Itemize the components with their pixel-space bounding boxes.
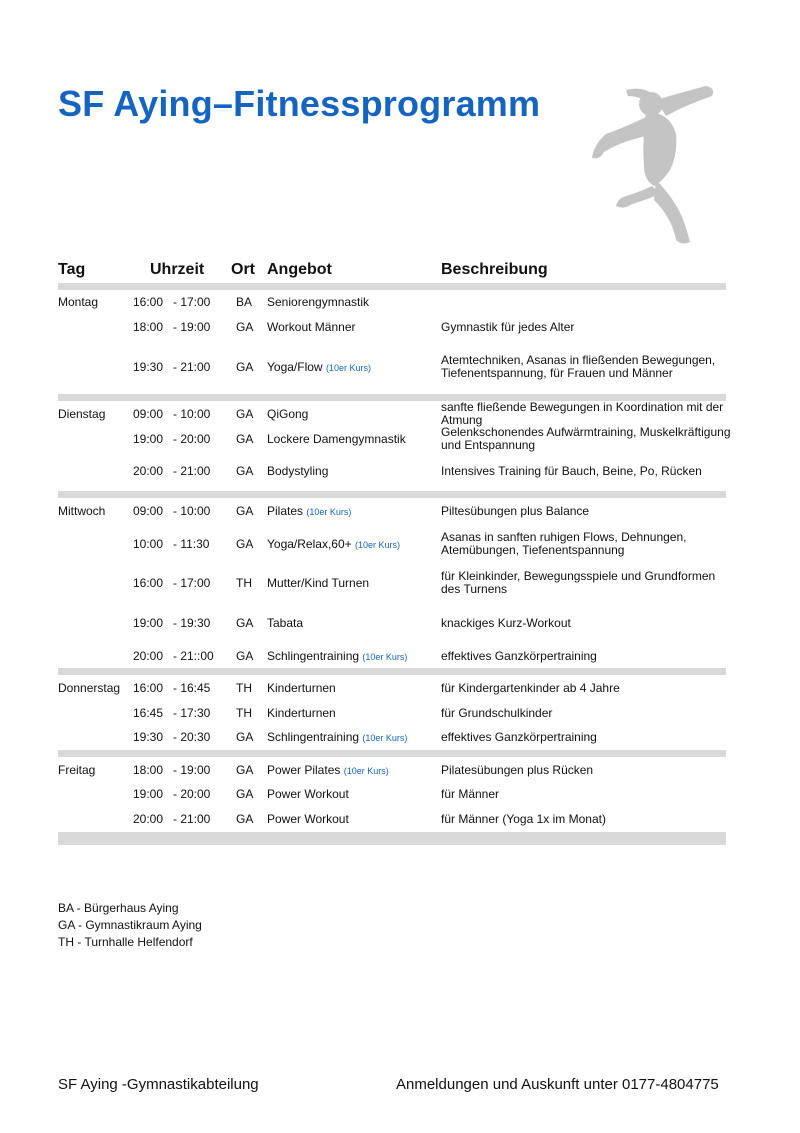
location-code: GA	[236, 320, 254, 334]
course-note: (10er Kurs)	[325, 363, 371, 373]
end-time: - 19:00	[173, 320, 211, 334]
legend-item: TH - Turnhalle Helfendorf	[58, 935, 193, 949]
end-time: - 11:30	[173, 537, 210, 551]
end-time: - 21:00	[173, 812, 211, 826]
location-code: GA	[236, 464, 254, 478]
description: effektives Ganzkörpertraining	[441, 648, 597, 663]
description: Intensives Training für Bauch, Beine, Po, Rücken	[441, 463, 702, 478]
description: effektives Ganzkörpertraining	[441, 729, 597, 744]
description: für Männer (Yoga 1x im Monat)	[441, 811, 606, 826]
location-code: TH	[236, 576, 252, 590]
offer-title: Mutter/Kind Turnen	[267, 576, 370, 590]
offer-name	[267, 538, 400, 552]
end-time: - 19:00	[173, 763, 211, 777]
offer-title: Power Pilates	[267, 763, 341, 777]
offer-title: Workout Männer	[267, 320, 356, 334]
description: Pilatesübungen plus Rücken	[441, 762, 594, 777]
end-time: - 20:00	[173, 432, 211, 446]
offer-name	[267, 682, 336, 695]
end-time: - 20:00	[173, 787, 211, 801]
end-time: - 17:30	[173, 706, 211, 720]
offer-name	[267, 296, 369, 309]
start-time: 09:00	[133, 407, 164, 421]
footer-right: Anmeldungen und Auskunft unter 0177-4804775	[396, 1076, 719, 1093]
offer-title: Power Workout	[267, 812, 349, 826]
day-label: Mittwoch	[58, 504, 106, 518]
start-time: 16:00	[133, 295, 164, 309]
offer-name	[267, 813, 349, 826]
location-code: GA	[236, 787, 254, 801]
end-time: - 16:45	[173, 681, 211, 695]
start-time: 18:00	[133, 320, 164, 334]
course-note: (10er Kurs)	[343, 766, 389, 776]
offer-title: Pilates	[267, 504, 304, 518]
section-divider	[58, 491, 726, 498]
offer-title: Yoga/Relax,60+	[267, 537, 352, 551]
offer-name	[267, 764, 389, 778]
offer-name	[267, 617, 303, 630]
start-time: 19:00	[133, 616, 164, 630]
course-note: (10er Kurs)	[354, 540, 400, 550]
offer-title: Lockere Damengymnastik	[267, 432, 406, 446]
offer-name	[267, 505, 351, 519]
start-time: 20:00	[133, 649, 164, 663]
location-code: GA	[236, 616, 254, 630]
legend-item: GA - Gymnastikraum Aying	[58, 918, 202, 932]
end-time: - 10:00	[173, 504, 211, 518]
start-time: 16:00	[133, 576, 164, 590]
offer-title: Yoga/Flow	[267, 360, 323, 374]
offer-name	[267, 408, 308, 421]
day-label: Freitag	[58, 763, 96, 777]
description: für Grundschulkinder	[441, 705, 553, 720]
end-time: - 17:00	[173, 576, 211, 590]
start-time: 18:00	[133, 763, 164, 777]
offer-title: QiGong	[267, 407, 309, 421]
offer-title: Schlingentraining	[267, 649, 360, 663]
end-time: - 20:30	[173, 730, 211, 744]
offer-name	[267, 361, 371, 375]
day-label: Montag	[58, 295, 99, 309]
start-time: 19:00	[133, 787, 164, 801]
location-code: TH	[236, 706, 252, 720]
location-code: GA	[236, 407, 254, 421]
col-header-ort: Ort	[231, 261, 255, 278]
start-time: 20:00	[133, 464, 164, 478]
section-divider	[58, 283, 726, 290]
offer-name	[267, 433, 406, 446]
description: Asanas in sanften ruhigen Flows, Dehnungen, Atemübungen, Tiefenentspannung	[441, 530, 687, 557]
offer-title: Bodystyling	[267, 464, 329, 478]
start-time: 09:00	[133, 504, 164, 518]
end-time: - 10:00	[173, 407, 211, 421]
location-code: TH	[236, 681, 252, 695]
description: für Kleinkinder, Bewegungsspiele und Grundformen des Turnens	[441, 569, 716, 596]
location-code: GA	[236, 360, 254, 374]
offer-name	[267, 707, 336, 720]
start-time: 16:00	[133, 681, 164, 695]
offer-title: Power Workout	[267, 787, 349, 801]
section-divider	[58, 668, 726, 675]
location-code: GA	[236, 763, 254, 777]
col-header-angebot: Angebot	[267, 261, 332, 278]
offer-title: Tabata	[267, 616, 304, 630]
location-legend	[58, 900, 202, 951]
day-label: Donnerstag	[58, 681, 121, 695]
description: knackiges Kurz-Workout	[441, 615, 571, 630]
end-time: - 17:00	[173, 295, 211, 309]
description: Gelenkschonendes Aufwärmtraining, Muskelkräftigung und Entspannung	[441, 425, 731, 452]
description: Gymnastik für jedes Alter	[441, 319, 575, 334]
location-code: GA	[236, 649, 254, 663]
offer-title: Kinderturnen	[267, 681, 336, 695]
start-time: 10:00	[133, 537, 164, 551]
end-time: - 21:00	[173, 464, 211, 478]
start-time: 16:45	[133, 706, 164, 720]
offer-title: Seniorengymnastik	[267, 295, 370, 309]
location-code: GA	[236, 504, 254, 518]
description: für Kindergartenkinder ab 4 Jahre	[441, 680, 620, 695]
description: Piltesübungen plus Balance	[441, 503, 590, 518]
col-header-beschreibung: Beschreibung	[441, 261, 548, 278]
description: sanfte fließende Bewegungen in Koordination mit der Atmung	[441, 400, 724, 427]
offer-title: Kinderturnen	[267, 706, 336, 720]
offer-name	[267, 465, 328, 478]
end-time: - 21:00	[173, 360, 211, 374]
location-code: GA	[236, 537, 254, 551]
end-time: - 19:30	[173, 616, 211, 630]
location-code: GA	[236, 812, 254, 826]
offer-name	[267, 650, 407, 664]
section-divider	[58, 832, 726, 845]
start-time: 20:00	[133, 812, 164, 826]
course-note: (10er Kurs)	[362, 733, 408, 743]
offer-name	[267, 321, 355, 334]
end-time: - 21::00	[173, 649, 214, 663]
footer-left: SF Aying -Gymnastikabteilung	[58, 1076, 259, 1093]
day-label: Dienstag	[58, 407, 106, 421]
dancer-silhouette-icon	[588, 82, 723, 247]
location-code: GA	[236, 730, 254, 744]
col-header-uhrzeit: Uhrzeit	[150, 261, 205, 278]
legend-item: BA - Bürgerhaus Aying	[58, 901, 179, 915]
location-code: BA	[236, 295, 253, 309]
offer-name	[267, 577, 369, 590]
description: Atemtechniken, Asanas in fließenden Bewegungen, Tiefenentspannung, für Frauen und Männer	[441, 353, 716, 380]
page-title: SF Aying–Fitnessprogramm	[58, 83, 541, 124]
start-time: 19:30	[133, 360, 164, 374]
section-divider	[58, 750, 726, 757]
start-time: 19:30	[133, 730, 164, 744]
location-code: GA	[236, 432, 254, 446]
col-header-tag: Tag	[58, 261, 86, 278]
offer-name	[267, 731, 407, 745]
course-note: (10er Kurs)	[362, 652, 408, 662]
description: für Männer	[441, 786, 500, 801]
offer-title: Schlingentraining	[267, 730, 360, 744]
offer-name	[267, 788, 349, 801]
course-note: (10er Kurs)	[306, 507, 352, 517]
start-time: 19:00	[133, 432, 164, 446]
